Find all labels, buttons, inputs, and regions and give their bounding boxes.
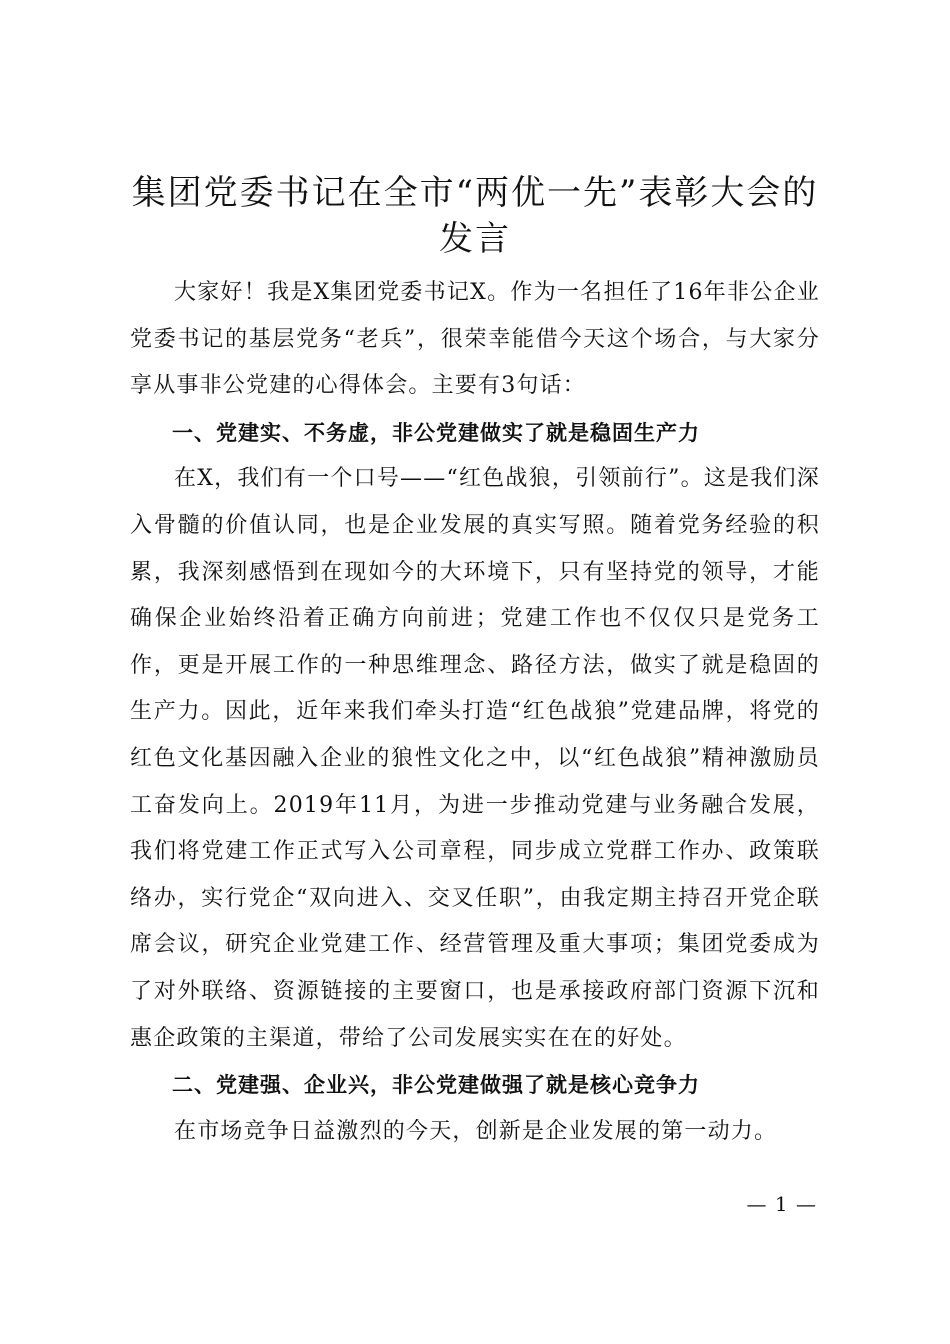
section-2-paragraph: 在市场竞争日益激烈的今天，创新是企业发展的第一动力。	[174, 1118, 778, 1144]
title-line-2: 发言	[439, 219, 511, 259]
intro-paragraph: 大家好！我是X集团党委书记X。作为一名担任了16年非公企业党委书记的基层党务“老兵”，很荣幸能借今天这个场合，与大家分享从事非公党建的心得体会。主要有3句话：	[130, 280, 820, 399]
document-body	[130, 270, 820, 1155]
section-1-paragraph: 在X，我们有一个口号——“红色战狼，引领前行”。这是我们深入骨髓的价值认同，也是企业发展的真实写照。随着党务经验的积累，我深刻感悟到在现如今的大环境下，只有坚持党的领导，才能确保企业始终沿着正确方向前进；党建工作也不仅仅只是党务工作，更是开展工作的一种思维理念、路径方法，做实了就是稳固的生产力。因此，近年来我们牵头打造“红色战狼”党建品牌，将党的红色文化基因融入企业的狼性文化之中，以“红色战狼”精神激励员工奋发向上。2019年11月，为进一步推动党建与业务融合发展，我们将党建工作正式写入公司章程，同步成立党群工作办、政策联络办，实行党企“双向进入、交叉任职”，由我定期主持召开党企联席会议，研究企业党建工作、经营管理及重大事项；集团党委成为了对外联络、资源链接的主要窗口，也是承接政府部门资源下沉和惠企政策的主渠道，带给了公司发展实实在在的好处。	[130, 466, 820, 1051]
section-heading-1: 一、党建实、不务虚，非公党建做实了就是稳固生产力	[172, 420, 700, 445]
page-number: — 1 —	[746, 1192, 817, 1216]
document-title	[120, 170, 830, 262]
section-heading-2: 二、党建强、企业兴，非公党建做强了就是核心竞争力	[172, 1073, 700, 1098]
title-line-1: 集团党委书记在全市“两优一先”表彰大会的	[131, 173, 819, 213]
